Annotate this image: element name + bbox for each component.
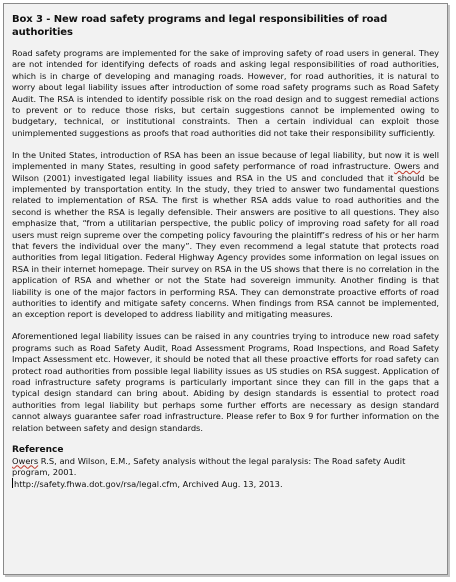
paragraph-2-text-rest: and Wilson (2001) investigated legal liability issues and RSA in the US and concluded that it should be implemented by transportation entity. In the study, they tried to answer two fundamental questions related to implementation of RSA. The first is whether RSA adds value to road authorities and the second is whether the RSA is legally defensible. Their answers are positive to all questions. They also emphasize that, “from a utilitarian perspective, the public policy of improving road safety for all road users must reign supreme over the competing policy favouring the plaintiff’s redress of his or her harm that fevers the individual over the many”. They even recommend a legal statute that protects road authorities from legal litigation. Federal Highway Agency provides some information on legal issues on RSA in their internet homepage. Their survey on RSA in the US shows that there is no correlation in the application of RSA and whether or not the State had sovereign immunity. Another finding is that liability is one of the major factors in performing RSA. They can demonstrate proactive efforts of road authorities to identify and mitigate safety concerns. When findings from RSA cannot be implemented, an exception report is developed to address liability and mitigating measures. xyxy=(12,161,440,320)
reference-2[interactable] xyxy=(12,478,439,490)
reference-1 xyxy=(12,456,439,479)
paragraph-3: Aforementioned legal liability issues can be raised in any countries trying to introduce new road safety programs such as Road Safety Audit, Road Assessment Programs, Road Inspections, and Road Safety Impact Assessment etc. However, it should be noted that all these proactive efforts for road safety can protect road authorities from possible legal liability issues as US studies on RSA suggest. Application of road infrastructure safety programs is particularly important since they can fill in the gaps that a typical design standard can bring about. Abiding by design standards is essential to protect road authorities from legal liability but perhaps some further efforts are necessary as design standard cannot always guarantee safer road infrastructure. Please refer to Box 9 for further information on the relation between safety and design standards. xyxy=(12,331,439,433)
author-name-owers: Owers xyxy=(394,161,421,172)
paragraph-2 xyxy=(12,150,439,321)
paragraph-1: Road safety programs are implemented for the sake of improving safety of road users in general. They are not intended for identifying defects of roads and asking legal responsibilities of road authorities, which is in charge of developing and managing roads. However, for road authorities, it is natural to worry about legal liability issues after introduction of some road safety programs such as Road Safety Audit. The RSA is intended to identify possible risk on the road design and to suggest remedial actions to prevent or to reduce those risks, but certain suggestions cannot be implemented owing to budgetary, technical, or institutional constraints. Then a certain individual can exploit those unimplemented suggestions as proofs that road authorities did not take their responsibility sufficiently. xyxy=(12,48,439,138)
reference-1-text: R.S, and Wilson, E.M., Safety analysis without the legal paralysis: The Road safety Audit program, 2001. xyxy=(12,455,406,477)
text-cursor xyxy=(12,478,13,488)
box-title: Box 3 - New road safety programs and legal responsibilities of road authorities xyxy=(12,14,388,38)
paragraph-2-text-start: In the United States, introduction of RSA has been an issue because of legal liability, but now it is well implemented in many States, resulting in good safety performance of road infrastructure. xyxy=(12,149,439,172)
reference-author-owers: Owers xyxy=(12,455,39,466)
reference-2-text: http://safety.fhwa.dot.gov/rsa/legal.cfm, Archived Aug. 13, 2013. xyxy=(14,479,283,490)
reference-heading: Reference xyxy=(12,444,64,455)
text-box xyxy=(3,3,448,575)
